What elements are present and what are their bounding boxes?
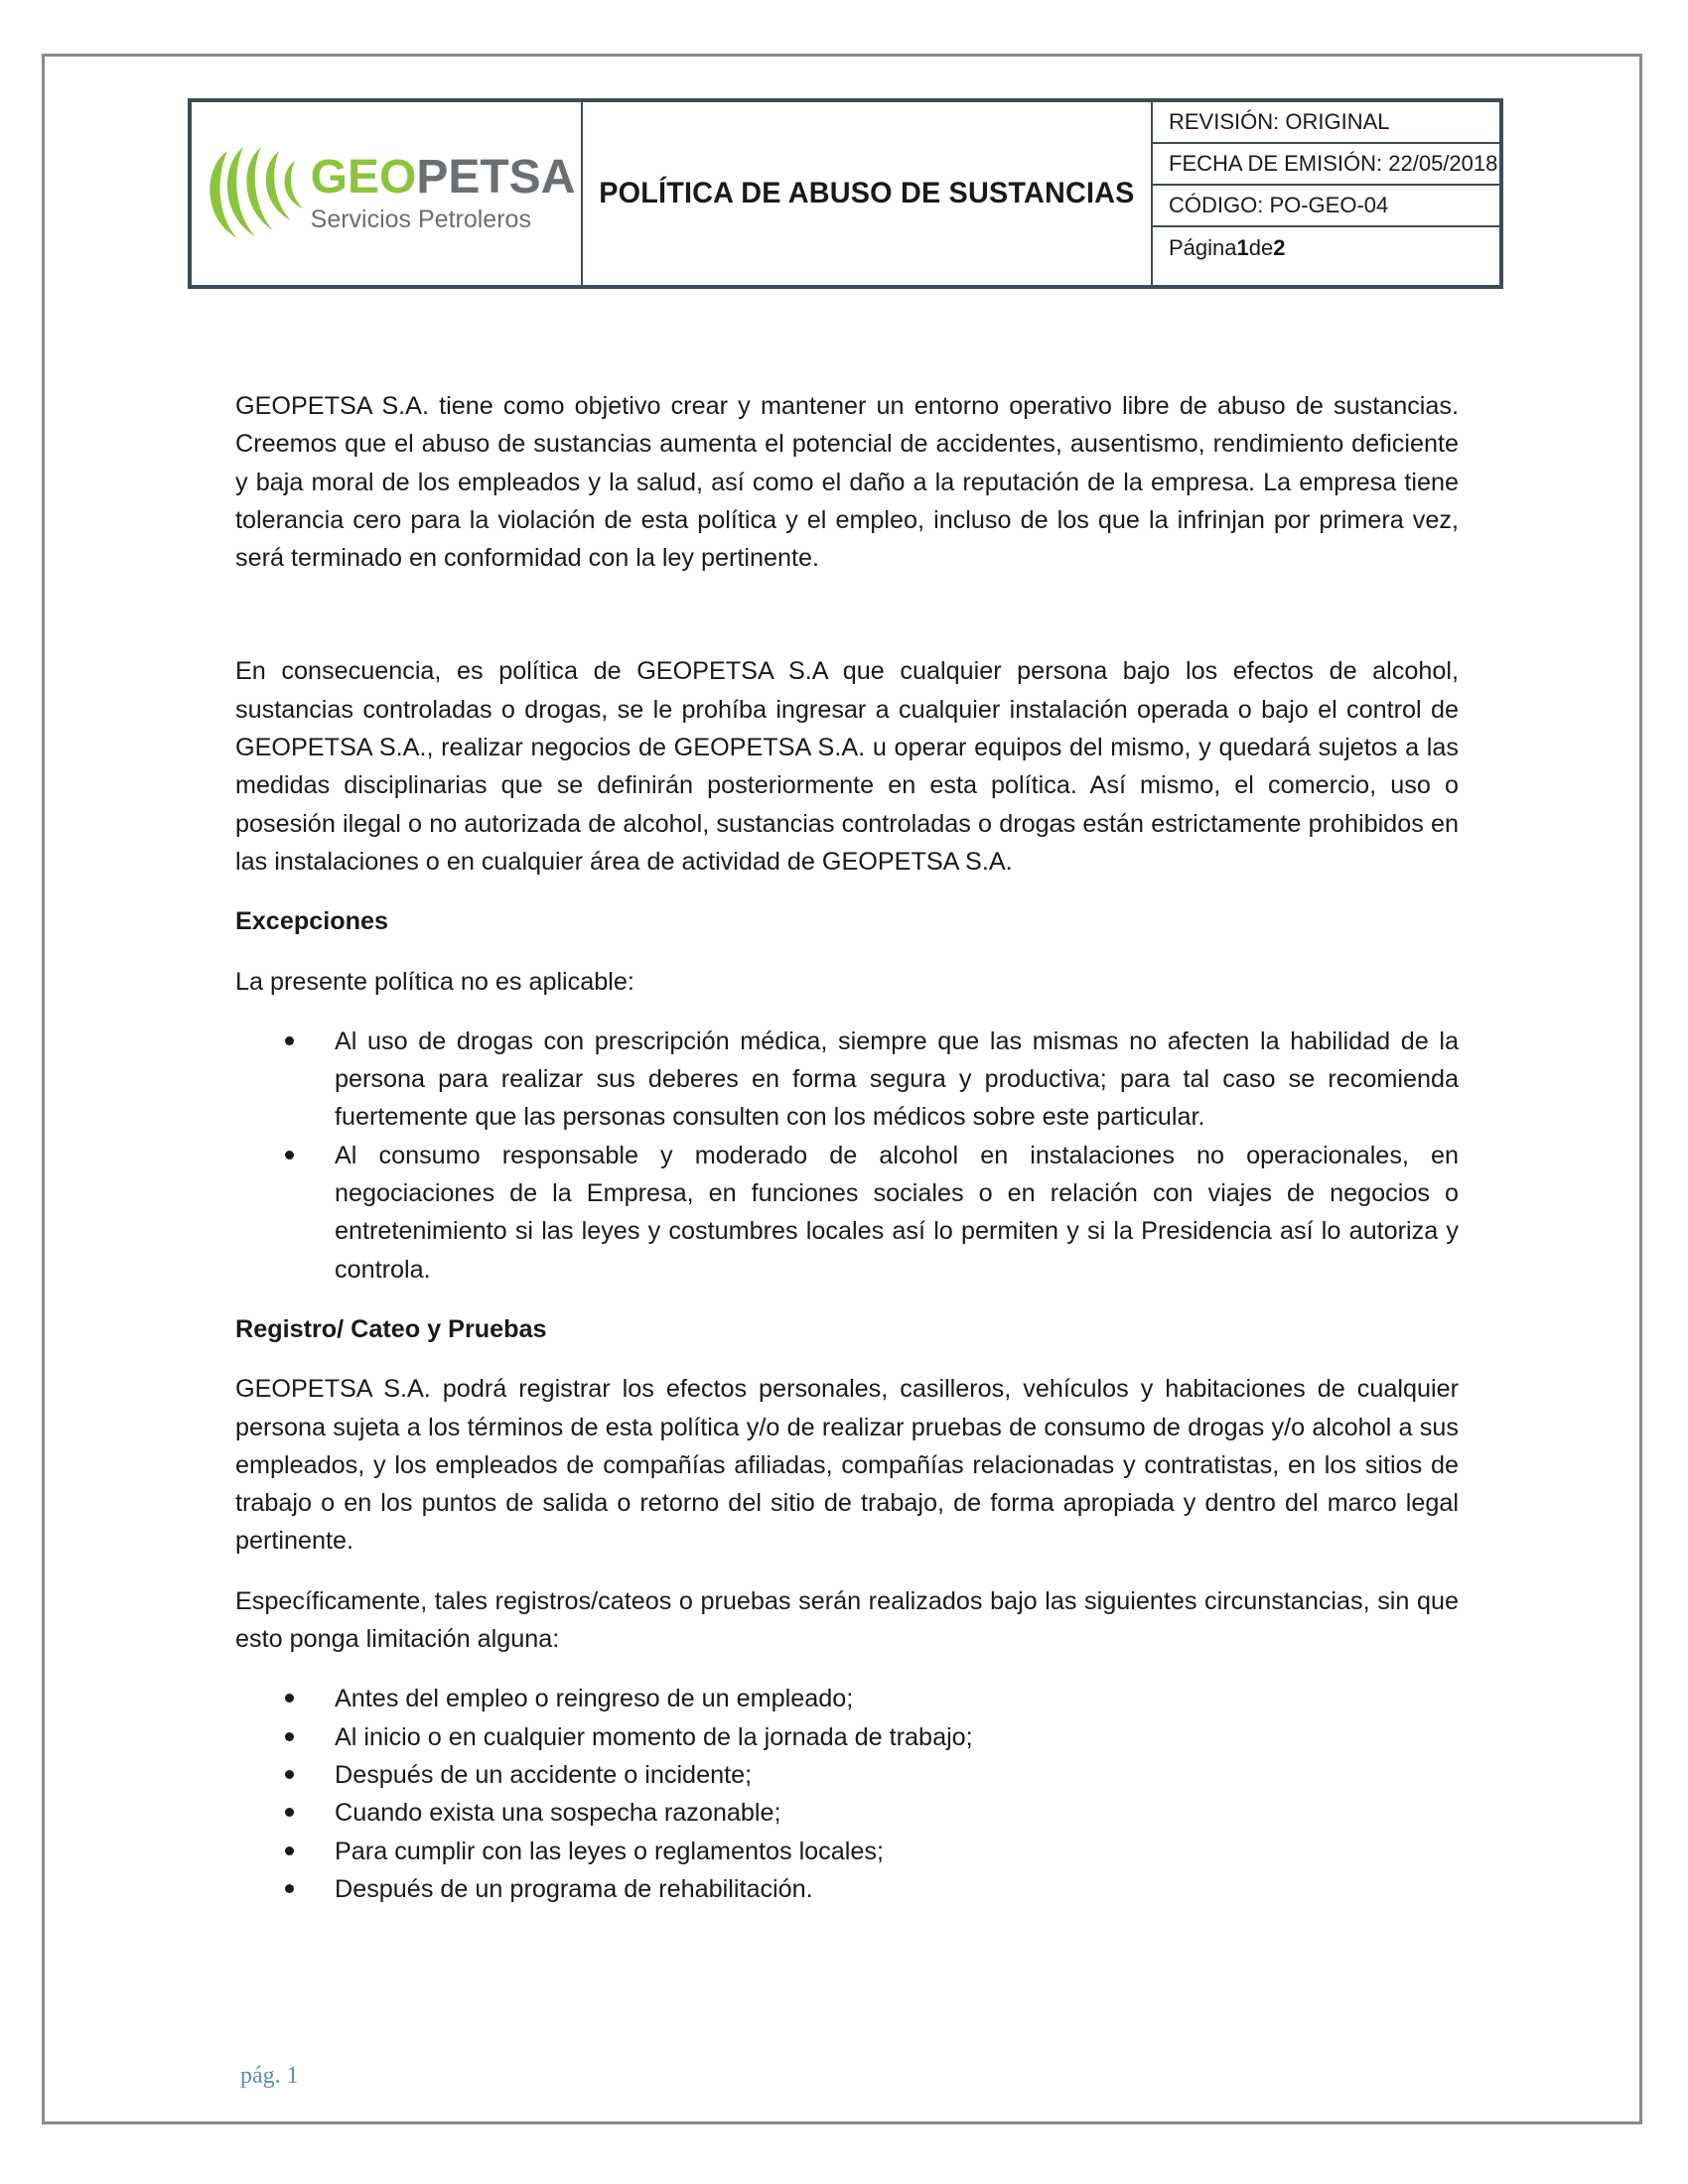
exceptions-intro: La presente política no es aplicable: xyxy=(235,967,634,996)
company-logo xyxy=(198,139,576,248)
revision-field: REVISIÓN: ORIGINAL xyxy=(1153,102,1499,144)
paragraph-search: GEOPETSA S.A. podrá registrar los efectos personales, casilleros, vehículos y habitaciones de cualquier persona sujeta a los términos de esta política y/o de realizar pruebas de consumo de drogas y/o alcohol a sus empleados, y los empleados de compañías afiliadas, compañías relacionadas y contratistas, en los sitios de trabajo o en los puntos de salida o retorno del sitio de trabajo, de forma apropiada y dentro del marco legal pertinente. xyxy=(235,1375,1459,1556)
metadata-cell xyxy=(1153,102,1499,285)
logo-cell xyxy=(192,102,583,285)
total-pages: 2 xyxy=(1273,235,1286,260)
footer-page-number: pág. 1 xyxy=(240,2063,299,2089)
current-page: 1 xyxy=(1236,235,1249,260)
circumstances-list xyxy=(235,1680,1459,1908)
list-item: Antes del empleo o reingreso de un empleado; xyxy=(235,1680,1459,1717)
list-item: Al inicio o en cualquier momento de la jornada de trabajo; xyxy=(235,1718,1459,1756)
paragraph-objective: GEOPETSA S.A. tiene como objetivo crear y mantener un entorno operativo libre de abuso de sustancias. Creemos que el abuso de sustancias aumenta el potencial de accidentes, ausentismo, rendimiento deficiente y baja moral de los empleados y la salud, así como el daño a la reputación de la empresa. La empresa tiene tolerancia cero para la violación de esta política y el empleo, incluso de los que la infrinjan por primera vez, será terminado en conformidad con la ley pertinente. xyxy=(235,392,1459,573)
list-item: Cuando exista una sospecha razonable; xyxy=(235,1794,1459,1832)
issue-date-field: FECHA DE EMISIÓN: 22/05/2018 xyxy=(1153,144,1499,186)
bullet-icon xyxy=(285,1884,294,1893)
list-item: Después de un accidente o incidente; xyxy=(235,1756,1459,1794)
logo-subtitle: Servicios Petroleros xyxy=(310,205,531,233)
document-title: POLÍTICA DE ABUSO DE SUSTANCIAS xyxy=(599,177,1135,209)
list-item: Al consumo responsable y moderado de alcohol en instalaciones no operacionales, en negociaciones de la Empresa, en funciones sociales o en relación con viajes de negocios o entretenimiento si las leyes y costumbres locales así lo permiten y si la Presidencia así lo autoriza y controla. xyxy=(235,1137,1459,1289)
logo-brand-geo: GEO xyxy=(310,150,417,204)
bullet-icon xyxy=(285,1732,294,1741)
bullet-icon xyxy=(285,1151,294,1160)
page-number-field: Página 1 de 2 xyxy=(1169,235,1286,260)
list-item: Para cumplir con las leyes o reglamentos locales; xyxy=(235,1833,1459,1870)
geopetsa-swoosh-icon xyxy=(198,139,307,248)
heading-search-testing: Registro/ Cateo y Pruebas xyxy=(235,1314,547,1343)
list-item: Al uso de drogas con prescripción médica, siempre que las mismas no afecten la habilidad de la persona para realizar sus deberes en forma segura y productiva; para tal caso se recomienda fuertemente que las personas consulten con los médicos sobre este particular. xyxy=(235,1023,1459,1137)
document-header xyxy=(188,98,1503,289)
document-body xyxy=(235,387,1459,1908)
exceptions-list xyxy=(235,1023,1459,1289)
bullet-icon xyxy=(285,1694,294,1703)
title-cell xyxy=(583,102,1153,285)
heading-exceptions: Excepciones xyxy=(235,907,389,936)
code-field: CÓDIGO: PO-GEO-04 xyxy=(1153,186,1499,227)
bullet-icon xyxy=(285,1036,294,1045)
bullet-icon xyxy=(285,1808,294,1817)
bullet-icon xyxy=(285,1770,294,1779)
paragraph-circumstances-intro: Específicamente, tales registros/cateos o pruebas serán realizados bajo las siguientes circunstancias, sin que esto ponga limitación alguna: xyxy=(235,1586,1459,1654)
paragraph-policy: En consecuencia, es política de GEOPETSA S.A que cualquier persona bajo los efectos de alcohol, sustancias controladas o drogas, se le prohíba ingresar a cualquier instalación operada o bajo el control de GEOPETSA S.A., realizar negocios de GEOPETSA S.A. u operar equipos del mismo, y quedará sujetos a las medidas disciplinarias que se definirán posteriormente en esta política. Así mismo, el comercio, uso o posesión ilegal o no autorizada de alcohol, sustancias controladas o drogas están estrictamente prohibidos en las instalaciones o en cualquier área de actividad de GEOPETSA S.A. xyxy=(235,657,1459,876)
list-item: Después de un programa de rehabilitación. xyxy=(235,1870,1459,1908)
logo-brand-petsa: PETSA xyxy=(416,150,576,204)
bullet-icon xyxy=(285,1846,294,1855)
